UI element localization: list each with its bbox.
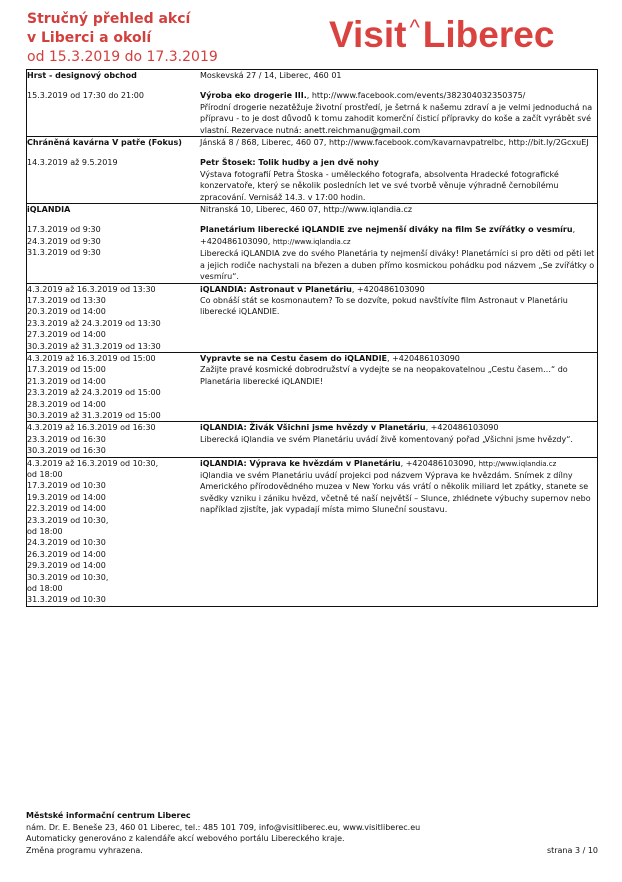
event-contact: , +420486103090, bbox=[200, 225, 576, 246]
event-title: Planetárium liberecké iQLANDIE zve nejmenší diváky na film Se zvířátky o vesmíru bbox=[200, 225, 573, 235]
event-date: 21.3.2019 od 14:00 bbox=[27, 376, 106, 386]
event-dates-list bbox=[27, 353, 200, 421]
event-title: iQLANDIA: Živák Všichni jsme hvězdy v Planetáriu bbox=[200, 423, 426, 433]
event-date: 4.3.2019 až 16.3.2019 od 15:00 bbox=[27, 353, 156, 363]
event-description: Zažijte pravé kosmické dobrodružství a vydejte se na neopakovatelnou „Cestu časem…“ do Planetária liberecké iQLANDIE! bbox=[200, 365, 568, 386]
footer-contact: nám. Dr. E. Beneše 23, 460 01 Liberec, tel.: 485 101 709, info@visitliberec.eu, www.visitliberec.eu bbox=[26, 822, 421, 832]
event-description: Liberecká iQLANDIA zve do svého Planetária ty nejmenší diváky! Planetárníci si pro děti od pěti let a jejich rodiče nachystali na březen a duben přímo kosmickou pohádku pod názvem „Se zvířátky o vesmíru“. bbox=[200, 249, 595, 282]
event-dates-list bbox=[27, 284, 200, 352]
footer-note-changes: Změna programu vyhrazena. bbox=[26, 845, 143, 855]
logo-visit: Visit bbox=[329, 14, 407, 55]
event-info-cell bbox=[200, 70, 598, 137]
event-date: od 18:00 bbox=[27, 527, 63, 537]
event-url-link[interactable]: http://www.iqlandia.cz bbox=[478, 459, 557, 468]
event-date: 19.3.2019 od 14:00 bbox=[27, 492, 106, 502]
title-line-2: v Liberci a okolí bbox=[27, 30, 152, 46]
event-block bbox=[27, 70, 598, 137]
event-date: 23.3.2019 od 10:30, bbox=[27, 515, 109, 525]
event-block bbox=[27, 457, 598, 606]
venue-address: Nitranská 10, Liberec, 460 07, http://www.iqlandia.cz bbox=[200, 205, 413, 215]
event-date: 4.3.2019 až 16.3.2019 od 10:30, bbox=[27, 458, 159, 468]
event-block bbox=[27, 422, 598, 457]
event-description: Přírodní drogerie nezatěžuje životní prostředí, je šetrná k našemu zdraví a je velmi jednoduchá na přípravu - to je dost důvodů k tomu zahodit komerční čisticí přípravky do koše a začít vyrábět své vlastní. Rezervace nutná: anett.reichmanu@gmail.com bbox=[200, 102, 593, 135]
page-number: strana 3 / 10 bbox=[546, 845, 598, 855]
event-date: 17.3.2019 od 13:30 bbox=[27, 295, 106, 305]
event-contact: , +420486103090 bbox=[351, 284, 425, 294]
event-info-cell bbox=[200, 352, 598, 421]
event-title: Vypravte se na Cestu časem do iQLANDIE bbox=[200, 353, 388, 363]
event-date: 24.3.2019 od 10:30 bbox=[27, 538, 106, 548]
event-date: 23.3.2019 až 24.3.2019 od 13:30 bbox=[27, 318, 161, 328]
logo-liberec: Liberec bbox=[422, 14, 555, 55]
event-heading bbox=[200, 284, 597, 295]
event-title: iQLANDIA: Astronaut v Planetáriu bbox=[200, 284, 352, 294]
event-heading bbox=[200, 353, 597, 364]
footer-note-generated: Automaticky generováno z kalendáře akcí webového portálu Libereckého kraje. bbox=[26, 834, 345, 844]
event-contact: , +420486103090 bbox=[387, 353, 460, 363]
event-block bbox=[27, 137, 598, 204]
event-description: Co obnáší stát se kosmonautem? To se dozvíte, pokud navštívíte film Astronaut v Planetáriu liberecké iQLANDIE. bbox=[200, 295, 568, 317]
event-date: 27.3.2019 od 14:00 bbox=[27, 330, 106, 340]
event-description: Výstava fotografií Petra Štoska - uměleckého fotografa, absolventa Hradecké fotografické konzervatoře, který se několik posledních let ve své tvorbě věnuje výhradně černobílému zpracování. Vernisáž 14.3. v 17:00 hodin. bbox=[200, 169, 559, 202]
event-title: Výroba eko drogerie III. bbox=[200, 91, 307, 101]
event-dates-cell bbox=[27, 204, 201, 283]
spacer bbox=[200, 148, 597, 157]
event-date: 22.3.2019 od 14:00 bbox=[27, 504, 106, 514]
title-line-1: Stručný přehled akcí bbox=[27, 11, 191, 27]
logo-caret-icon: ^ bbox=[409, 15, 420, 40]
event-dates-cell bbox=[27, 137, 201, 204]
event-dates-cell bbox=[27, 352, 201, 421]
event-date: 31.3.2019 od 9:30 bbox=[27, 248, 101, 258]
event-url-link[interactable]: http://www.iqlandia.cz bbox=[272, 237, 351, 246]
venue-name: Hrst - designový obchod bbox=[27, 71, 137, 80]
event-block bbox=[27, 352, 598, 421]
spacer bbox=[200, 215, 597, 224]
event-description: Liberecká iQlandia ve svém Planetáriu uvádí živě komentovaný pořad „Všichni jsme hvězdy“. bbox=[200, 434, 573, 444]
event-dates-cell bbox=[27, 457, 201, 606]
event-date: 23.3.2019 až 24.3.2019 od 15:00 bbox=[27, 388, 161, 398]
event-date: 30.3.2019 od 10:30, bbox=[27, 572, 109, 582]
event-dates-list bbox=[27, 157, 200, 168]
venue-name: Chráněná kavárna V patře (Fokus) bbox=[27, 138, 182, 148]
spacer bbox=[200, 81, 597, 90]
event-date: 26.3.2019 od 14:00 bbox=[27, 549, 106, 559]
event-block bbox=[27, 204, 598, 283]
event-date: od 18:00 bbox=[27, 470, 63, 479]
event-dates-cell bbox=[27, 422, 201, 457]
event-dates-list bbox=[27, 224, 200, 258]
event-heading bbox=[200, 422, 597, 433]
event-date: 4.3.2019 až 16.3.2019 od 16:30 bbox=[27, 423, 156, 433]
spacer bbox=[27, 148, 200, 157]
event-contact: , +420486103090 bbox=[425, 423, 499, 433]
event-heading bbox=[200, 90, 597, 101]
venue-address: Moskevská 27 / 14, Liberec, 460 01 bbox=[200, 71, 342, 80]
spacer bbox=[27, 215, 200, 224]
footer-organization: Městské informační centrum Liberec bbox=[26, 811, 191, 820]
event-date: 24.3.2019 od 9:30 bbox=[27, 236, 101, 246]
event-date: 29.3.2019 od 14:00 bbox=[27, 561, 106, 571]
event-heading bbox=[200, 458, 597, 470]
event-dates-cell bbox=[27, 283, 201, 352]
event-title: Petr Štosek: Tolik hudby a jen dvě nohy bbox=[200, 158, 379, 168]
event-block bbox=[27, 283, 598, 352]
visit-liberec-logo bbox=[329, 6, 554, 57]
event-date: od 18:00 bbox=[27, 584, 63, 594]
event-dates-list bbox=[27, 422, 200, 456]
event-date: 30.3.2019 až 31.3.2019 od 13:30 bbox=[27, 341, 161, 351]
venue-address: Jánská 8 / 868, Liberec, 460 07, http://www.facebook.com/kavarnavpatrelbc, http://bit.ly/2GcxuEJ bbox=[200, 138, 589, 148]
event-info-cell bbox=[200, 137, 598, 204]
event-date: 30.3.2019 od 16:30 bbox=[27, 446, 106, 456]
event-date: 30.3.2019 až 31.3.2019 od 15:00 bbox=[27, 410, 161, 420]
event-date: 20.3.2019 od 14:00 bbox=[27, 307, 106, 317]
event-date: 31.3.2019 od 10:30 bbox=[27, 595, 106, 605]
event-dates-cell bbox=[27, 70, 201, 137]
event-date: 17.3.2019 od 15:00 bbox=[27, 365, 106, 375]
event-dates-list bbox=[27, 458, 200, 606]
event-info-cell bbox=[200, 283, 598, 352]
event-info-cell bbox=[200, 422, 598, 457]
spacer bbox=[27, 81, 200, 90]
event-date: 14.3.2019 až 9.5.2019 bbox=[27, 158, 118, 168]
event-description: iQlandia ve svém Planetáriu uvádí projekci pod názvem Výprava ke hvězdám. Snímek z dílny Amerického přírodovědného muzea v New Yorku vás vrátí o několik miliard let zpátky, stanete se svědky vzniku i zániku hvězd, včetně té naší největší – Slunce, zhlédnete výbuchy supernov nebo například zjistíte, jak vypadají místa mimo Sluneční soustavu. bbox=[200, 471, 591, 515]
event-info-cell bbox=[200, 204, 598, 283]
event-date: 17.3.2019 od 9:30 bbox=[27, 225, 101, 235]
date-range: od 15.3.2019 do 17.3.2019 bbox=[27, 49, 218, 65]
event-date: 23.3.2019 od 16:30 bbox=[27, 434, 106, 444]
events-table bbox=[26, 69, 598, 607]
event-dates-list bbox=[27, 90, 200, 101]
event-date: 17.3.2019 od 10:30 bbox=[27, 481, 106, 491]
event-date: 28.3.2019 od 14:00 bbox=[27, 399, 106, 409]
event-info-cell bbox=[200, 457, 598, 606]
event-heading bbox=[200, 157, 597, 168]
footer bbox=[26, 810, 598, 856]
event-contact: , +420486103090, bbox=[400, 458, 479, 468]
event-contact: , http://www.facebook.com/events/382304032350375/ bbox=[306, 91, 526, 101]
venue-name: iQLANDIA bbox=[27, 205, 71, 215]
event-title: iQLANDIA: Výprava ke hvězdám v Planetáriu bbox=[200, 458, 401, 468]
document-title bbox=[27, 10, 218, 67]
event-date: 15.3.2019 od 17:30 do 21:00 bbox=[27, 91, 144, 101]
event-heading bbox=[200, 224, 597, 248]
event-date: 4.3.2019 až 16.3.2019 od 13:30 bbox=[27, 284, 156, 294]
